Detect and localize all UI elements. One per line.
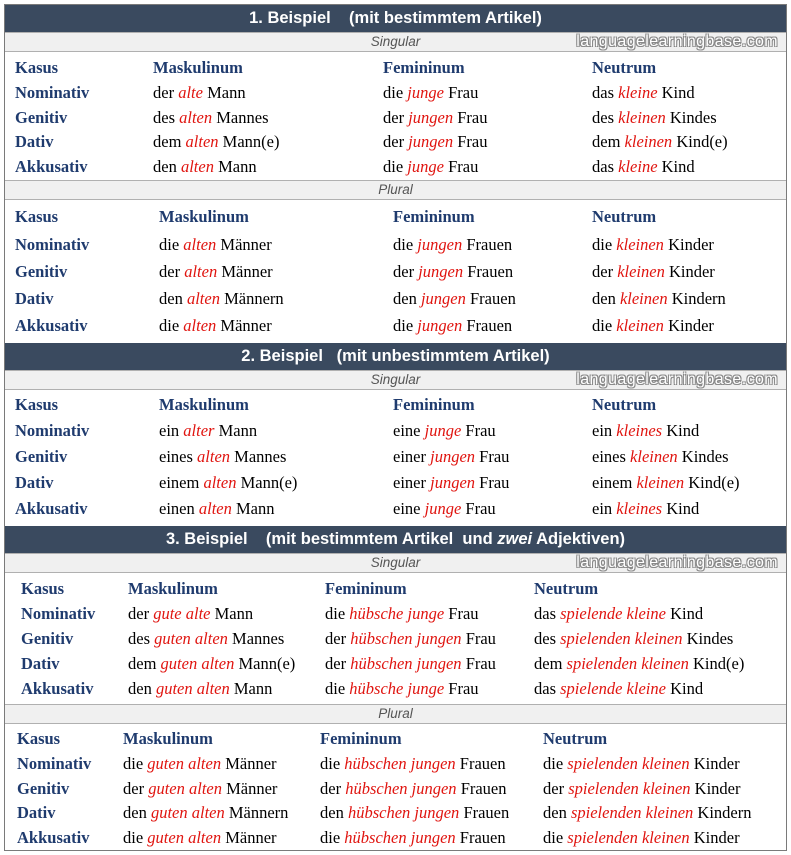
- masc-cell: den alten Mann: [153, 157, 257, 176]
- masc-cell: des guten alten Mannes: [128, 629, 285, 648]
- col-maskulinum: Maskulinum: [128, 579, 218, 598]
- neut-cell: einem kleinen Kind(e): [592, 473, 740, 492]
- kasus-cell: Dativ: [17, 803, 56, 822]
- kasus-cell: Dativ: [15, 132, 54, 151]
- neut-cell: der spielenden kleinen Kinder: [543, 779, 741, 798]
- col-femininum: Femininum: [393, 207, 475, 226]
- block-label: Plural: [378, 182, 413, 197]
- masc-cell: die alten Männer: [159, 235, 272, 254]
- fem-cell: eine junge Frau: [393, 499, 496, 518]
- section-3-plural-bar: [5, 704, 786, 724]
- kasus-cell: Nominativ: [15, 83, 90, 102]
- masc-cell: einen alten Mann: [159, 499, 275, 518]
- fem-cell: einer jungen Frau: [393, 473, 510, 492]
- col-kasus: Kasus: [21, 579, 65, 598]
- section-3-singular-bar: [5, 553, 786, 573]
- fem-cell: die jungen Frauen: [393, 316, 513, 335]
- grammar-table: [4, 4, 787, 851]
- header-row: [5, 57, 786, 79]
- kasus-cell: Dativ: [21, 654, 60, 673]
- masc-cell: den alten Männern: [159, 289, 284, 308]
- col-neutrum: Neutrum: [534, 579, 599, 598]
- neut-cell: dem spielenden kleinen Kind(e): [534, 654, 745, 673]
- neut-cell: die spielenden kleinen Kinder: [543, 828, 740, 847]
- fem-cell: einer jungen Frau: [393, 447, 510, 466]
- table-row: [5, 472, 786, 494]
- col-femininum: Femininum: [393, 395, 475, 414]
- kasus-cell: Akkusativ: [15, 316, 88, 335]
- neut-cell: ein kleines Kind: [592, 499, 700, 518]
- watermark: languagelearningbase.com: [576, 33, 778, 50]
- kasus-cell: Genitiv: [17, 779, 70, 798]
- kasus-cell: Akkusativ: [15, 499, 88, 518]
- header-row: [5, 578, 786, 600]
- fem-cell: die junge Frau: [383, 83, 479, 102]
- kasus-cell: Akkusativ: [21, 679, 94, 698]
- header-row: [5, 728, 786, 750]
- fem-cell: der hübschen jungen Frauen: [320, 779, 507, 798]
- fem-cell: der jungen Frau: [383, 108, 488, 127]
- fem-cell: die junge Frau: [383, 157, 479, 176]
- masc-cell: den guten alten Mann: [128, 679, 273, 698]
- col-neutrum: Neutrum: [592, 58, 657, 77]
- fem-cell: den hübschen jungen Frauen: [320, 803, 510, 822]
- neut-cell: des kleinen Kindes: [592, 108, 717, 127]
- table-row: [5, 603, 786, 625]
- table-row: [5, 802, 786, 824]
- col-neutrum: Neutrum: [592, 207, 657, 226]
- block-label: Plural: [378, 706, 413, 721]
- kasus-cell: Dativ: [15, 289, 54, 308]
- masc-cell: der alte Mann: [153, 83, 246, 102]
- kasus-cell: Genitiv: [21, 629, 74, 648]
- col-maskulinum: Maskulinum: [153, 58, 243, 77]
- table-row: [5, 131, 786, 153]
- fem-cell: die hübsche junge Frau: [325, 604, 479, 623]
- header-row: [5, 394, 786, 416]
- masc-cell: die guten alten Männer: [123, 828, 277, 847]
- neut-cell: das kleine Kind: [592, 157, 695, 176]
- fem-cell: den jungen Frauen: [393, 289, 516, 308]
- table-row: [5, 288, 786, 310]
- col-kasus: Kasus: [17, 729, 61, 748]
- col-kasus: Kasus: [15, 207, 59, 226]
- table-row: [5, 315, 786, 337]
- section-1-singular-bar: [5, 32, 786, 52]
- neut-cell: dem kleinen Kind(e): [592, 132, 728, 151]
- neut-cell: das kleine Kind: [592, 83, 695, 102]
- section-2-singular-bar: [5, 370, 786, 390]
- watermark: languagelearningbase.com: [576, 554, 778, 571]
- table-row: [5, 261, 786, 283]
- neut-cell: den spielenden kleinen Kindern: [543, 803, 752, 822]
- masc-cell: der guten alten Männer: [123, 779, 278, 798]
- table-row: [5, 156, 786, 178]
- kasus-cell: Nominativ: [17, 754, 92, 773]
- col-femininum: Femininum: [325, 579, 407, 598]
- kasus-cell: Genitiv: [15, 108, 68, 127]
- section-1-plural-bar: [5, 180, 786, 200]
- kasus-cell: Nominativ: [15, 421, 90, 440]
- masc-cell: ein alter Mann: [159, 421, 258, 440]
- neut-cell: eines kleinen Kindes: [592, 447, 729, 466]
- section-3-title: 3. Beispiel (mit bestimmtem Artikel und zwei Adjektiven): [5, 526, 786, 553]
- neut-cell: das spielende kleine Kind: [534, 604, 704, 623]
- kasus-cell: Akkusativ: [17, 828, 90, 847]
- table-row: [5, 753, 786, 775]
- table-row: [5, 446, 786, 468]
- col-maskulinum: Maskulinum: [159, 395, 249, 414]
- section-1-title: 1. Beispiel (mit bestimmtem Artikel): [5, 5, 786, 32]
- table-row: [5, 628, 786, 650]
- fem-cell: die hübsche junge Frau: [325, 679, 479, 698]
- table-row: [5, 420, 786, 442]
- kasus-cell: Genitiv: [15, 262, 68, 281]
- col-femininum: Femininum: [320, 729, 402, 748]
- kasus-cell: Akkusativ: [15, 157, 88, 176]
- masc-cell: die alten Männer: [159, 316, 272, 335]
- neut-cell: den kleinen Kindern: [592, 289, 726, 308]
- header-row: [5, 206, 786, 228]
- kasus-cell: Dativ: [15, 473, 54, 492]
- masc-cell: die guten alten Männer: [123, 754, 277, 773]
- watermark: languagelearningbase.com: [576, 371, 778, 388]
- fem-cell: die hübschen jungen Frauen: [320, 754, 506, 773]
- fem-cell: der hübschen jungen Frau: [325, 629, 496, 648]
- fem-cell: der jungen Frau: [383, 132, 488, 151]
- fem-cell: eine junge Frau: [393, 421, 496, 440]
- neut-cell: die kleinen Kinder: [592, 316, 714, 335]
- masc-cell: den guten alten Männern: [123, 803, 289, 822]
- col-neutrum: Neutrum: [592, 395, 657, 414]
- neut-cell: ein kleines Kind: [592, 421, 700, 440]
- masc-cell: einem alten Mann(e): [159, 473, 298, 492]
- fem-cell: die hübschen jungen Frauen: [320, 828, 506, 847]
- block-label: Singular: [370, 555, 421, 570]
- col-kasus: Kasus: [15, 395, 59, 414]
- masc-cell: der gute alte Mann: [128, 604, 254, 623]
- neut-cell: das spielende kleine Kind: [534, 679, 704, 698]
- block-label: Singular: [370, 34, 421, 49]
- masc-cell: eines alten Mannes: [159, 447, 287, 466]
- masc-cell: des alten Mannes: [153, 108, 269, 127]
- table-row: [5, 234, 786, 256]
- table-row: [5, 827, 786, 849]
- table-row: [5, 82, 786, 104]
- col-kasus: Kasus: [15, 58, 59, 77]
- table-row: [5, 653, 786, 675]
- masc-cell: dem alten Mann(e): [153, 132, 280, 151]
- masc-cell: dem guten alten Mann(e): [128, 654, 296, 673]
- section-2-title: 2. Beispiel (mit unbestimmtem Artikel): [5, 343, 786, 370]
- col-maskulinum: Maskulinum: [123, 729, 213, 748]
- neut-cell: des spielenden kleinen Kindes: [534, 629, 734, 648]
- table-row: [5, 107, 786, 129]
- fem-cell: der jungen Frauen: [393, 262, 514, 281]
- kasus-cell: Nominativ: [15, 235, 90, 254]
- col-femininum: Femininum: [383, 58, 465, 77]
- table-row: [5, 778, 786, 800]
- fem-cell: die jungen Frauen: [393, 235, 513, 254]
- kasus-cell: Nominativ: [21, 604, 96, 623]
- col-neutrum: Neutrum: [543, 729, 608, 748]
- fem-cell: der hübschen jungen Frau: [325, 654, 496, 673]
- masc-cell: der alten Männer: [159, 262, 273, 281]
- neut-cell: der kleinen Kinder: [592, 262, 715, 281]
- neut-cell: die kleinen Kinder: [592, 235, 714, 254]
- block-label: Singular: [370, 372, 421, 387]
- table-row: [5, 498, 786, 520]
- neut-cell: die spielenden kleinen Kinder: [543, 754, 740, 773]
- kasus-cell: Genitiv: [15, 447, 68, 466]
- table-row: [5, 678, 786, 700]
- col-maskulinum: Maskulinum: [159, 207, 249, 226]
